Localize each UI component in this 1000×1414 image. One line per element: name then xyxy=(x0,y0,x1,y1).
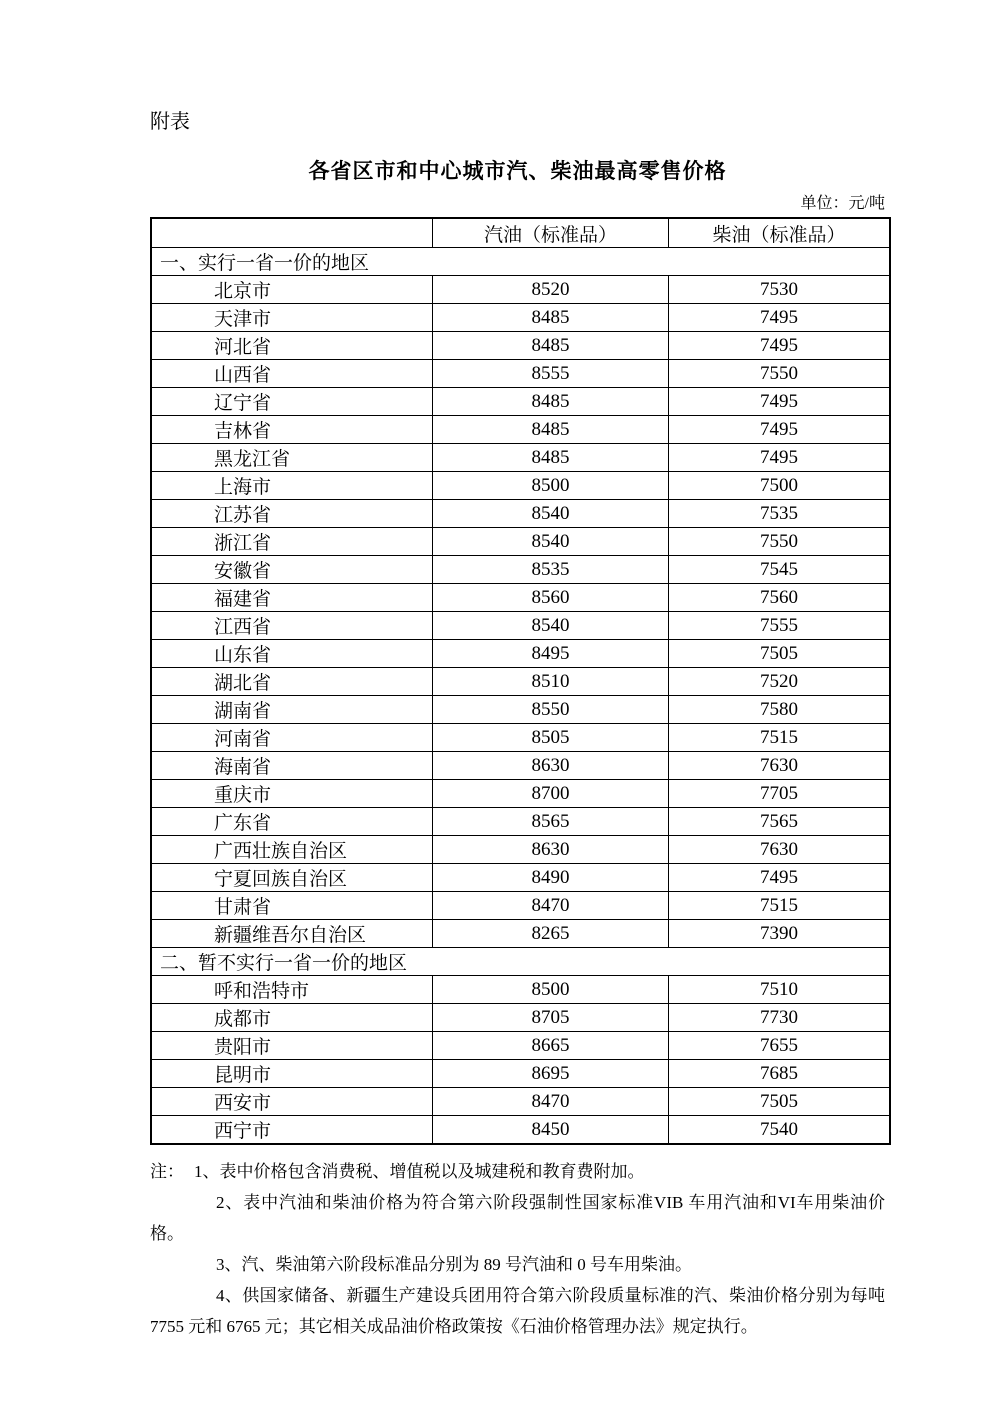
table-row xyxy=(151,444,890,472)
note-4: 4、供国家储备、新疆生产建设兵团用符合第六阶段质量标准的汽、柴油价格分别为每吨 7755 元和 6765 元；其它相关成品油价格政策按《石油价格管理办法》规定执行。 xyxy=(150,1286,885,1336)
table-row xyxy=(151,612,890,640)
gasoline-price-cell: 8560 xyxy=(433,584,669,612)
table-row xyxy=(151,724,890,752)
table-row xyxy=(151,640,890,668)
table-row xyxy=(151,1032,890,1060)
gasoline-price-cell: 8500 xyxy=(433,976,669,1004)
column-header-region xyxy=(151,218,433,248)
region-cell: 广西壮族自治区 xyxy=(151,836,433,864)
region-cell: 天津市 xyxy=(151,304,433,332)
diesel-price-cell: 7565 xyxy=(669,808,891,836)
region-cell: 贵阳市 xyxy=(151,1032,433,1060)
diesel-price-cell: 7390 xyxy=(669,920,891,948)
region-cell: 重庆市 xyxy=(151,780,433,808)
table-row xyxy=(151,780,890,808)
region-cell: 山东省 xyxy=(151,640,433,668)
diesel-price-cell: 7630 xyxy=(669,752,891,780)
diesel-price-cell: 7530 xyxy=(669,276,891,304)
diesel-price-cell: 7500 xyxy=(669,472,891,500)
diesel-price-cell: 7540 xyxy=(669,1116,891,1145)
gasoline-price-cell: 8485 xyxy=(433,416,669,444)
table-row xyxy=(151,892,890,920)
column-header-diesel: 柴油（标准品） xyxy=(669,218,891,248)
gasoline-price-cell: 8540 xyxy=(433,528,669,556)
diesel-price-cell: 7550 xyxy=(669,360,891,388)
table-row xyxy=(151,472,890,500)
gasoline-price-cell: 8565 xyxy=(433,808,669,836)
diesel-price-cell: 7520 xyxy=(669,668,891,696)
region-cell: 江西省 xyxy=(151,612,433,640)
table-row xyxy=(151,556,890,584)
gasoline-price-cell: 8550 xyxy=(433,696,669,724)
diesel-price-cell: 7505 xyxy=(669,640,891,668)
table-row xyxy=(151,752,890,780)
region-cell: 上海市 xyxy=(151,472,433,500)
region-cell: 成都市 xyxy=(151,1004,433,1032)
diesel-price-cell: 7545 xyxy=(669,556,891,584)
table-row xyxy=(151,584,890,612)
diesel-price-cell: 7505 xyxy=(669,1088,891,1116)
region-cell: 湖南省 xyxy=(151,696,433,724)
diesel-price-cell: 7495 xyxy=(669,332,891,360)
table-row xyxy=(151,696,890,724)
section-header: 二、暂不实行一省一价的地区 xyxy=(151,948,890,976)
column-header-gasoline: 汽油（标准品） xyxy=(433,218,669,248)
gasoline-price-cell: 8495 xyxy=(433,640,669,668)
region-cell: 福建省 xyxy=(151,584,433,612)
diesel-price-cell: 7705 xyxy=(669,780,891,808)
section-header: 一、实行一省一价的地区 xyxy=(151,248,890,276)
table-row xyxy=(151,500,890,528)
table-row xyxy=(151,836,890,864)
diesel-price-cell: 7630 xyxy=(669,836,891,864)
diesel-price-cell: 7550 xyxy=(669,528,891,556)
gasoline-price-cell: 8665 xyxy=(433,1032,669,1060)
diesel-price-cell: 7555 xyxy=(669,612,891,640)
table-row xyxy=(151,1116,890,1145)
diesel-price-cell: 7655 xyxy=(669,1032,891,1060)
table-row xyxy=(151,808,890,836)
region-cell: 浙江省 xyxy=(151,528,433,556)
table-row xyxy=(151,416,890,444)
diesel-price-cell: 7730 xyxy=(669,1004,891,1032)
page-title: 各省区市和中心城市汽、柴油最高零售价格 xyxy=(308,160,727,183)
gasoline-price-cell: 8485 xyxy=(433,444,669,472)
diesel-price-cell: 7495 xyxy=(669,864,891,892)
diesel-price-cell: 7495 xyxy=(669,304,891,332)
note-label: 注： xyxy=(150,1162,184,1181)
table-row xyxy=(151,304,890,332)
region-cell: 黑龙江省 xyxy=(151,444,433,472)
gasoline-price-cell: 8470 xyxy=(433,892,669,920)
notes xyxy=(150,1156,885,1342)
section-header-row xyxy=(151,248,890,276)
region-cell: 山西省 xyxy=(151,360,433,388)
table-header-row xyxy=(151,218,890,248)
diesel-price-cell: 7685 xyxy=(669,1060,891,1088)
gasoline-price-cell: 8540 xyxy=(433,500,669,528)
note-3: 3、汽、柴油第六阶段标准品分别为 89 号汽油和 0 号车用柴油。 xyxy=(216,1255,692,1274)
gasoline-price-cell: 8520 xyxy=(433,276,669,304)
gasoline-price-cell: 8470 xyxy=(433,1088,669,1116)
region-cell: 广东省 xyxy=(151,808,433,836)
gasoline-price-cell: 8705 xyxy=(433,1004,669,1032)
table-row xyxy=(151,332,890,360)
gasoline-price-cell: 8485 xyxy=(433,388,669,416)
gasoline-price-cell: 8555 xyxy=(433,360,669,388)
region-cell: 辽宁省 xyxy=(151,388,433,416)
diesel-price-cell: 7495 xyxy=(669,444,891,472)
region-cell: 甘肃省 xyxy=(151,892,433,920)
region-cell: 江苏省 xyxy=(151,500,433,528)
diesel-price-cell: 7510 xyxy=(669,976,891,1004)
table-row xyxy=(151,668,890,696)
diesel-price-cell: 7580 xyxy=(669,696,891,724)
diesel-price-cell: 7535 xyxy=(669,500,891,528)
price-table xyxy=(150,217,891,1145)
table-row xyxy=(151,1060,890,1088)
gasoline-price-cell: 8535 xyxy=(433,556,669,584)
gasoline-price-cell: 8510 xyxy=(433,668,669,696)
gasoline-price-cell: 8485 xyxy=(433,332,669,360)
gasoline-price-cell: 8700 xyxy=(433,780,669,808)
table-row xyxy=(151,276,890,304)
region-cell: 新疆维吾尔自治区 xyxy=(151,920,433,948)
region-cell: 河北省 xyxy=(151,332,433,360)
table-row xyxy=(151,388,890,416)
region-cell: 北京市 xyxy=(151,276,433,304)
region-cell: 湖北省 xyxy=(151,668,433,696)
gasoline-price-cell: 8540 xyxy=(433,612,669,640)
table-row xyxy=(151,360,890,388)
diesel-price-cell: 7515 xyxy=(669,724,891,752)
table-row xyxy=(151,920,890,948)
table-body xyxy=(151,248,890,1145)
gasoline-price-cell: 8695 xyxy=(433,1060,669,1088)
table-row xyxy=(151,976,890,1004)
region-cell: 吉林省 xyxy=(151,416,433,444)
region-cell: 呼和浩特市 xyxy=(151,976,433,1004)
diesel-price-cell: 7515 xyxy=(669,892,891,920)
gasoline-price-cell: 8505 xyxy=(433,724,669,752)
note-1 xyxy=(150,1156,885,1187)
gasoline-price-cell: 8490 xyxy=(433,864,669,892)
region-cell: 西宁市 xyxy=(151,1116,433,1145)
gasoline-price-cell: 8450 xyxy=(433,1116,669,1145)
section-header-row xyxy=(151,948,890,976)
appendix-label: 附表 xyxy=(150,111,190,133)
table-row xyxy=(151,1088,890,1116)
region-cell: 昆明市 xyxy=(151,1060,433,1088)
region-cell: 海南省 xyxy=(151,752,433,780)
note-2: 2、表中汽油和柴油价格为符合第六阶段强制性国家标准VIB 车用汽油和VI车用柴油价格。 xyxy=(150,1193,885,1243)
gasoline-price-cell: 8500 xyxy=(433,472,669,500)
region-cell: 西安市 xyxy=(151,1088,433,1116)
gasoline-price-cell: 8485 xyxy=(433,304,669,332)
table-row xyxy=(151,1004,890,1032)
gasoline-price-cell: 8265 xyxy=(433,920,669,948)
region-cell: 宁夏回族自治区 xyxy=(151,864,433,892)
diesel-price-cell: 7495 xyxy=(669,388,891,416)
document-content xyxy=(150,0,885,1342)
table-row xyxy=(151,528,890,556)
region-cell: 河南省 xyxy=(151,724,433,752)
table-row xyxy=(151,864,890,892)
diesel-price-cell: 7495 xyxy=(669,416,891,444)
diesel-price-cell: 7560 xyxy=(669,584,891,612)
unit-label: 单位：元/吨 xyxy=(800,195,885,212)
note-1-text: 1、表中价格包含消费税、增值税以及城建税和教育费附加。 xyxy=(194,1162,645,1181)
gasoline-price-cell: 8630 xyxy=(433,752,669,780)
gasoline-price-cell: 8630 xyxy=(433,836,669,864)
region-cell: 安徽省 xyxy=(151,556,433,584)
